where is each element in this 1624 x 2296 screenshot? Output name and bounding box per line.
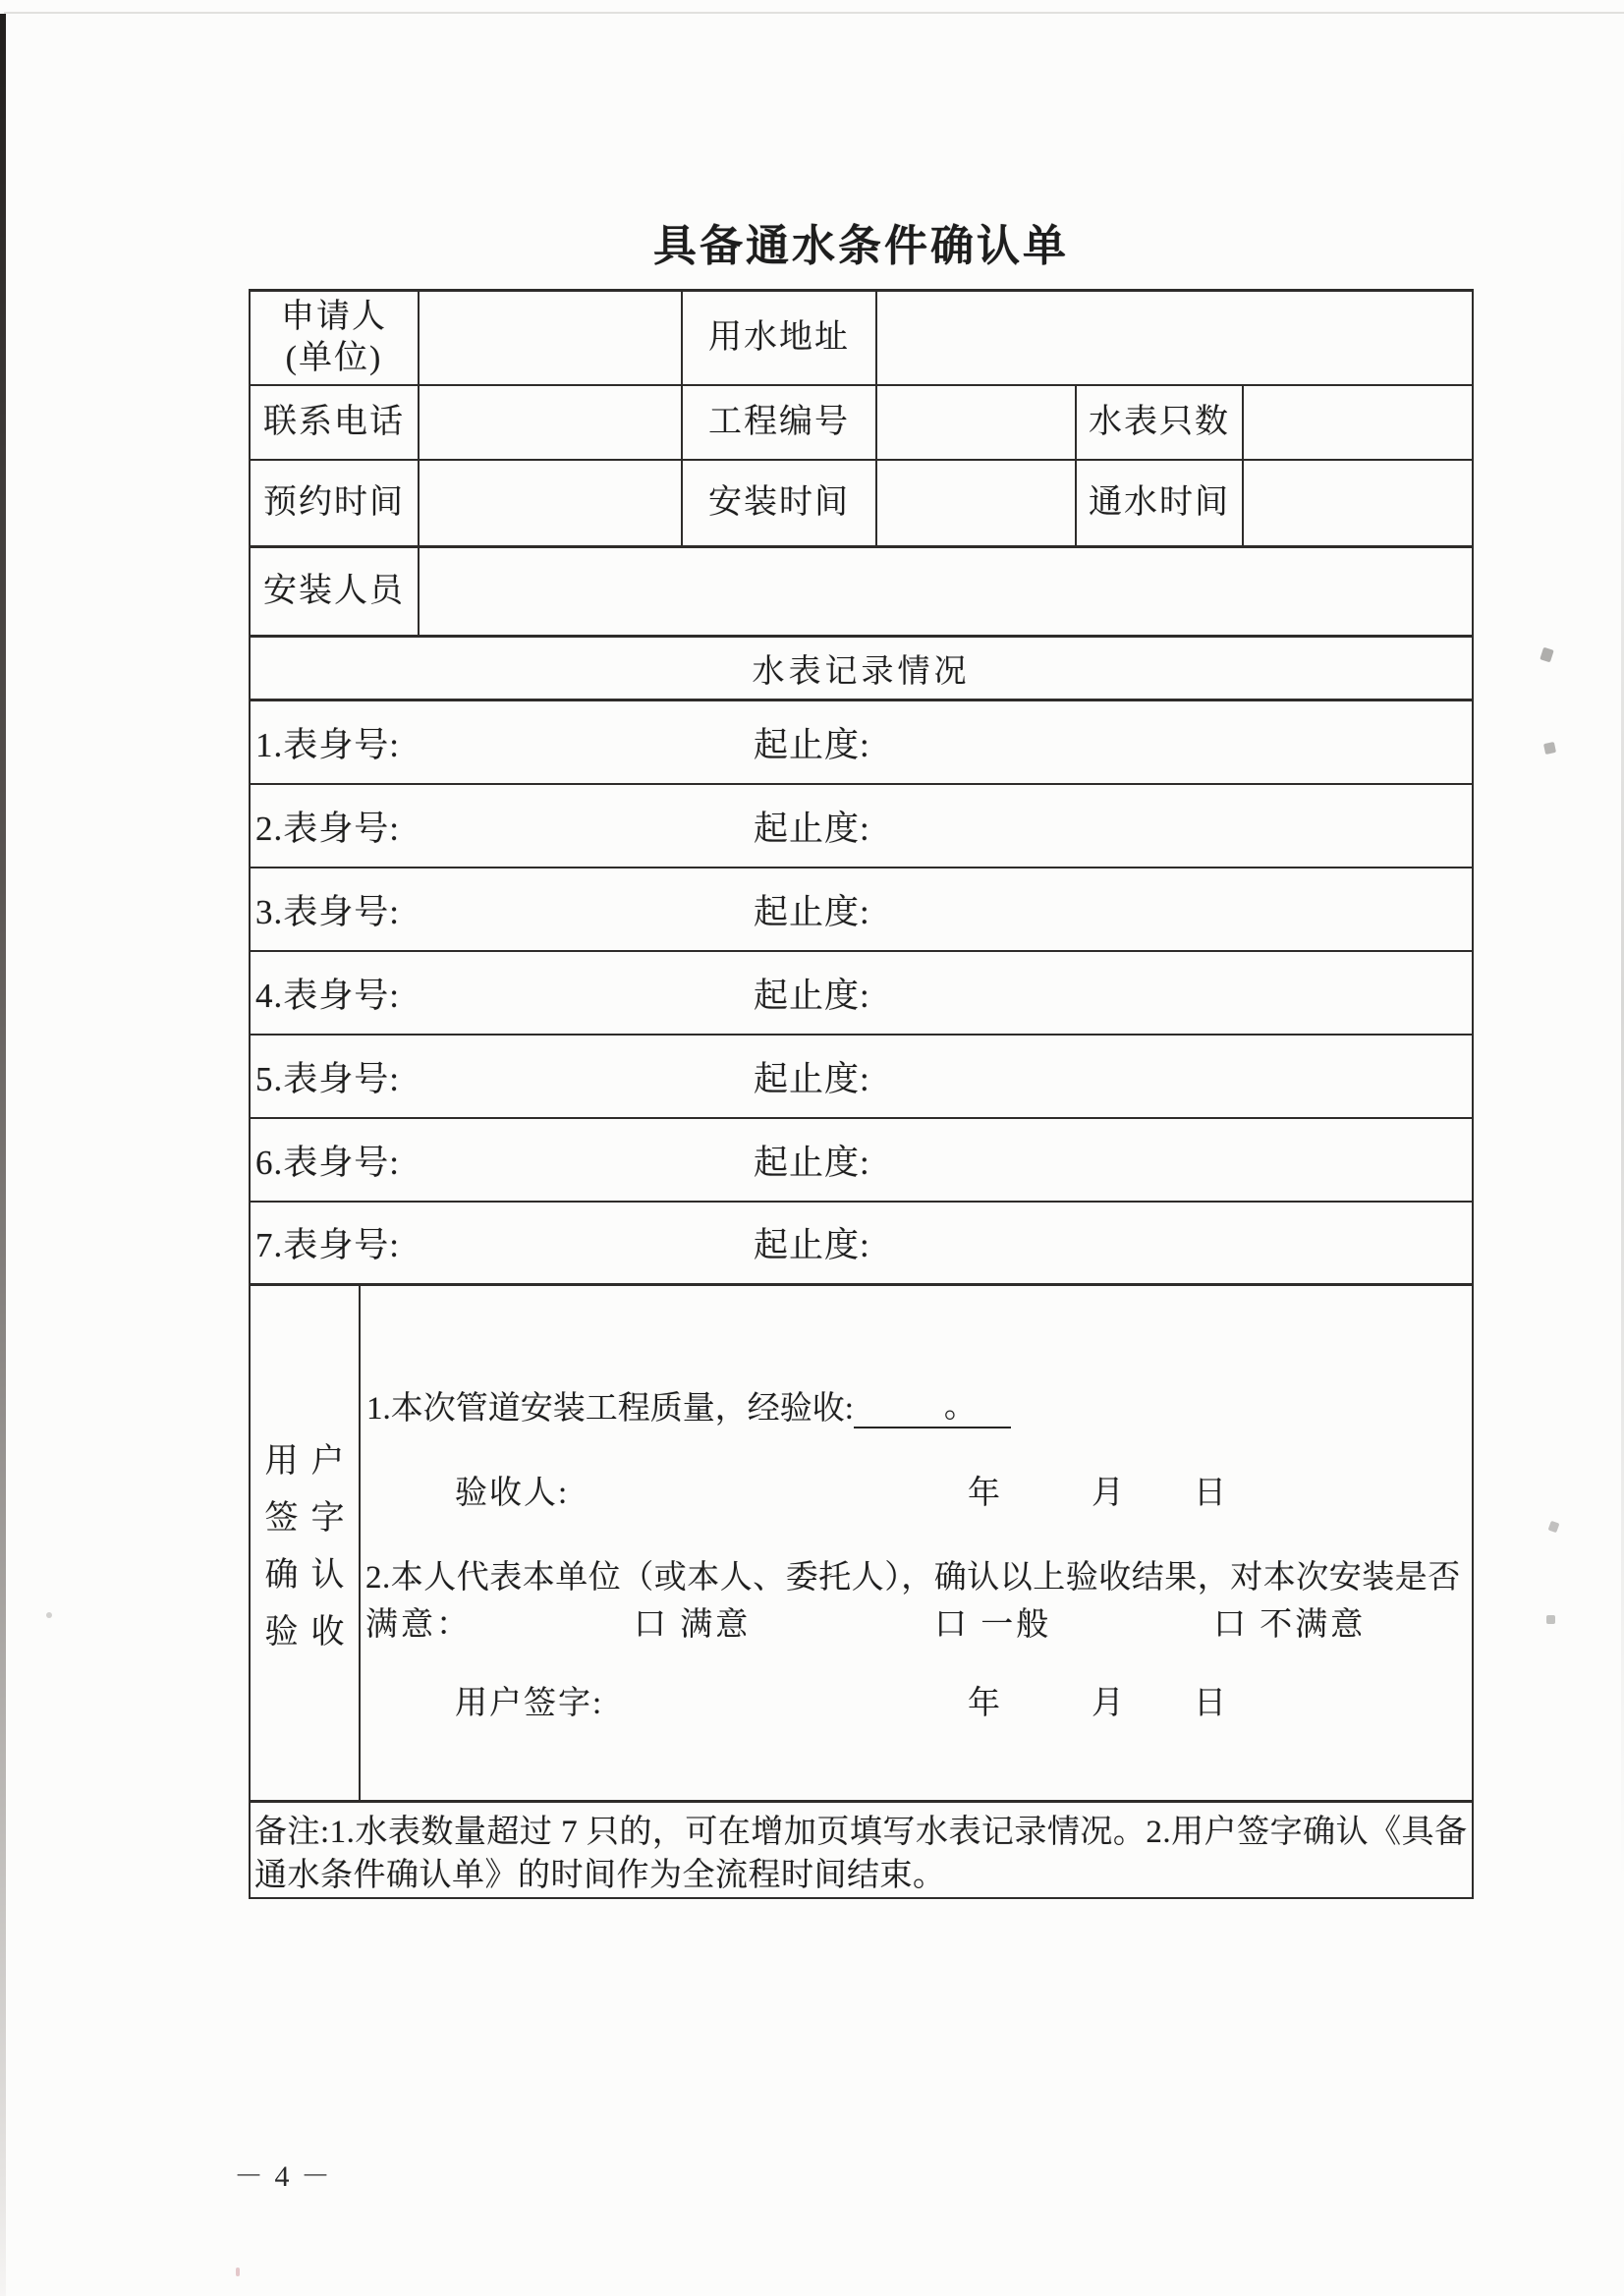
applicant-label-line1: 申请人 xyxy=(281,299,387,335)
scan-speck xyxy=(1543,742,1556,755)
water-on-time-value-cell xyxy=(1244,461,1472,545)
year-label: 年 xyxy=(968,1476,1000,1511)
scan-speck xyxy=(46,1612,52,1618)
meter-row-7 xyxy=(251,1203,1472,1286)
day-label: 日 xyxy=(1194,1476,1226,1511)
page-number: － 4 － xyxy=(234,2160,332,2193)
meter-record-header: 水表记录情况 xyxy=(251,638,1472,701)
scan-speck xyxy=(236,2268,240,2276)
meter-reading-label: 起止度: xyxy=(754,1143,870,1182)
side-label-line: 确认 xyxy=(264,1557,358,1594)
option-satisfied: 口 满意 xyxy=(634,1607,752,1643)
user-signature-label: 用户签字: xyxy=(455,1686,604,1721)
left-scan-edge-artifact xyxy=(0,14,6,2296)
water-address-value-cell xyxy=(877,292,1472,384)
contact-phone-label: 联系电话 xyxy=(251,386,420,459)
info-row-times xyxy=(251,461,1472,548)
meter-body-no-label: 4.表身号: xyxy=(255,976,400,1015)
meter-body-no-label: 1.表身号: xyxy=(255,725,400,764)
remark-line-2: 通水条件确认单》的时间作为全流程时间结束。 xyxy=(254,1858,946,1893)
confirmation-statement-line: 2.本人代表本单位（或本人、委托人），确认以上验收结果，对本次安装是否 xyxy=(365,1560,1461,1596)
month-label: 月 xyxy=(1092,1476,1124,1511)
form-title: 具备通水条件确认单 xyxy=(653,222,1069,270)
installer-value-cell xyxy=(420,548,1472,635)
meter-body-no-label: 2.表身号: xyxy=(255,809,400,848)
option-average: 口 一般 xyxy=(934,1607,1052,1643)
project-no-value-cell xyxy=(877,386,1077,459)
scan-speck xyxy=(1548,1521,1560,1533)
info-row-contact xyxy=(251,386,1472,461)
water-address-label: 用水地址 xyxy=(683,292,877,384)
option-unsatisfied: 口 不满意 xyxy=(1213,1607,1367,1643)
signature-side-label xyxy=(251,1286,361,1800)
appointment-time-label: 预约时间 xyxy=(251,461,420,545)
day-label: 日 xyxy=(1194,1686,1226,1721)
side-label-line: 签字 xyxy=(264,1500,358,1537)
inspection-quality-text: 1.本次管道安装工程质量，经验收: xyxy=(366,1391,854,1427)
meter-reading-label: 起止度: xyxy=(754,892,870,931)
remark-line-1: 备注:1.水表数量超过 7 只的，可在增加页填写水表记录情况。2.用户签字确认《具备 xyxy=(254,1815,1468,1850)
meter-reading-label: 起止度: xyxy=(754,1059,870,1098)
side-label-line: 用户 xyxy=(264,1443,358,1480)
meter-body-no-label: 5.表身号: xyxy=(255,1059,400,1098)
meter-reading-label: 起止度: xyxy=(754,1226,870,1264)
scan-speck xyxy=(1546,1615,1555,1624)
signature-confirmation-section xyxy=(251,1286,1472,1803)
install-time-value-cell xyxy=(877,461,1077,545)
confirmation-form-table xyxy=(249,289,1474,1899)
scan-speck xyxy=(1540,647,1553,663)
meter-row-4 xyxy=(251,952,1472,1036)
meter-body-no-label: 7.表身号: xyxy=(255,1226,400,1264)
meter-count-value-cell xyxy=(1244,386,1472,459)
user-signature-date-line xyxy=(361,1677,1472,1722)
year-label: 年 xyxy=(968,1686,1000,1721)
meter-row-1 xyxy=(251,701,1472,785)
meter-reading-label: 起止度: xyxy=(754,809,870,848)
meter-reading-label: 起止度: xyxy=(754,725,870,764)
meter-row-3 xyxy=(251,868,1472,952)
acceptor-date-line xyxy=(361,1467,1472,1512)
meter-row-2 xyxy=(251,785,1472,868)
satisfaction-options-line xyxy=(361,1598,1472,1644)
meter-row-6 xyxy=(251,1119,1472,1203)
inspection-quality-line xyxy=(366,1380,1011,1428)
applicant-label xyxy=(251,292,420,384)
meter-body-no-label: 3.表身号: xyxy=(255,892,400,931)
meter-row-5 xyxy=(251,1036,1472,1119)
meter-count-label: 水表只数 xyxy=(1077,386,1244,459)
top-scan-line-artifact xyxy=(4,12,1624,14)
info-row-installer xyxy=(251,548,1472,638)
acceptor-label: 验收人: xyxy=(455,1476,570,1511)
side-label-line: 验收 xyxy=(264,1614,358,1651)
applicant-label-line2: (单位) xyxy=(285,340,383,376)
applicant-value-cell xyxy=(420,292,683,384)
meter-reading-label: 起止度: xyxy=(754,976,870,1015)
appointment-time-value-cell xyxy=(420,461,683,545)
water-on-time-label: 通水时间 xyxy=(1077,461,1244,545)
satisfaction-prefix: 满意： xyxy=(365,1607,472,1643)
remark-section xyxy=(251,1803,1472,1897)
installer-label: 安装人员 xyxy=(251,548,420,635)
project-no-label: 工程编号 xyxy=(683,386,877,459)
install-time-label: 安装时间 xyxy=(683,461,877,545)
info-row-applicant xyxy=(251,292,1472,386)
signature-content-area xyxy=(361,1286,1472,1800)
month-label: 月 xyxy=(1092,1686,1124,1721)
contact-phone-value-cell xyxy=(420,386,683,459)
inspection-result-blank: 。 xyxy=(854,1380,1011,1428)
meter-body-no-label: 6.表身号: xyxy=(255,1143,400,1182)
